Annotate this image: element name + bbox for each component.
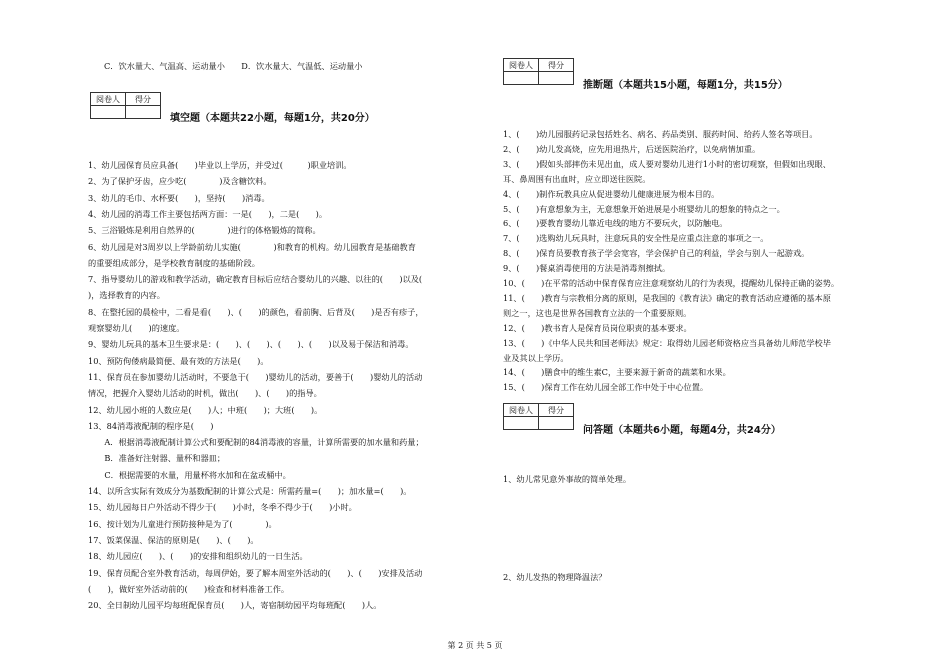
grader-header: 阅卷人 <box>91 93 126 106</box>
grader-header: 阅卷人 <box>504 404 539 417</box>
question-line: 6、幼儿园是对3周岁以上学龄前幼儿实施( )和教育的机构。幼儿园教育是基础教育 <box>88 241 416 252</box>
question-line: 5、三浴锻炼是利用自然界的( )进行的体格锻炼的简称。 <box>88 225 321 236</box>
question-line: 15、( )保育工作在幼儿园全部工作中处于中心位置。 <box>503 382 709 393</box>
question-line: 1、幼儿园保育员应具备( )毕业以上学历，并受过( )职业培训。 <box>88 160 352 170</box>
question-line: 1、( )幼儿园服药记录包括姓名、病名、药品类别、服药时间、给药人签名等项目。 <box>503 129 818 139</box>
question-line: 6、( )要教育婴幼儿靠近电线的地方不要玩火，以防触电。 <box>503 218 728 229</box>
question-line: 20、全日制幼儿园平均每班配保育员( )人，寄宿制幼园平均每班配( )人。 <box>88 600 382 611</box>
question-line: B．准备好注射器、量杯和器皿； <box>88 453 226 464</box>
question-line: 则之一，这也是世界各国教育立法的一个重要原则。 <box>503 307 692 318</box>
question-line: 7、( )选购幼儿玩具时，注意玩具的安全性是应重点注意的事项之一。 <box>503 233 769 244</box>
score-header: 得分 <box>539 59 574 72</box>
top-options-line: C．饮水量大、气温高、运动量小 D．饮水量大、气温低、运动量小 <box>104 61 363 71</box>
question-line: 13、( )《中华人民共和国老师法》规定：取得幼儿园老师资格应当具备幼儿师范学校毕 <box>503 337 831 348</box>
question-line: 14、( )膳食中的维生素C，主要来源于新奇的蔬菜和水果。 <box>503 367 731 378</box>
score-cell <box>126 106 161 119</box>
grader-cell <box>91 106 126 119</box>
question-line: 10、( )在平常的活动中保育保育应注意观察幼儿的行为表现，提醒幼儿保持正确的姿势。 <box>503 278 840 288</box>
section-title-fill-blank: 填空题（本题共22小题，每题1分，共20分） <box>170 113 375 124</box>
question-line: 8、在整托园的晨检中，二看是看( )、( )的颜色，看前胸、后背及( )是否有疹子， <box>88 306 424 317</box>
grader-header: 阅卷人 <box>504 59 539 72</box>
score-header: 得分 <box>539 404 574 417</box>
question-line: 的重要组成部分，是学校教育制度的基础阶段。 <box>88 257 260 268</box>
section-title-judgement: 推断题（本题共15小题，每题1分，共15分） <box>583 80 788 91</box>
question-line: C．根据需要的水量，用量杯将水加和在盆或桶中。 <box>88 469 291 480</box>
question-line: 11、保育员在参加婴幼儿活动时，不要急于( )婴幼儿的活动，要善于( )婴幼儿的活动 <box>88 371 423 382</box>
question-line: )，选择教育的内容。 <box>88 290 165 301</box>
question-line: 情况，把握介入婴幼儿活动的时机，做出( )、( )的指导。 <box>88 388 322 399</box>
question-line: 19、保育员配合室外教育活动，每周伊始，要了解本周室外活动的( )、( )安排及活动 <box>88 567 423 578</box>
question-line: 10、预防佝偻病最简便、最有效的方法是( )。 <box>88 355 269 366</box>
page-footer: 第 2 页 共 5 页 <box>447 641 503 650</box>
qa-question-2: 2、幼儿发热的物理降温法？ <box>503 572 607 582</box>
question-line: 业及其以上学历。 <box>503 352 569 363</box>
question-line: 9、婴幼儿玩具的基本卫生要求是：( )、( )、( )、( )以及易于保洁和消毒。 <box>88 339 414 350</box>
question-line: 12、幼儿园小班的人数应是( )人；中班( )；大班( )。 <box>88 404 323 415</box>
question-line: 11、( )教育与宗教相分离的原则，是我国的《教育法》确定的教育活动应遵循的基本原 <box>503 292 831 303</box>
question-line: 4、( )制作玩教具应从促进婴幼儿健康进展为根本目的。 <box>503 188 720 199</box>
question-line: 17、饭菜保温、保洁的原则是( )、( )。 <box>88 534 259 545</box>
question-line: 观察婴幼儿( )的速度。 <box>88 323 185 333</box>
question-line: 14、以所含实际有效成分为基数配制的计算公式是：所需药量=( )；加水量=( )。 <box>88 486 412 496</box>
question-line: 13、84消毒液配制的程序是( ) <box>88 420 214 431</box>
grader-cell <box>504 417 539 430</box>
question-line: 2、为了保护牙齿，应少吃( )及含糖饮料。 <box>88 176 272 187</box>
section-title-qa: 问答题（本题共6小题，每题4分，共24分） <box>583 425 781 436</box>
score-table-qa <box>503 403 574 430</box>
score-header: 得分 <box>126 93 161 106</box>
question-line: A．根据消毒液配制计算公式和要配制的84消毒液的容量，计算所需要的加水量和药量； <box>88 437 424 448</box>
question-line: 3、( )假如头部摔伤未见出血，成人要对婴幼儿进行1小时的密切观察，但假如出现眼、 <box>503 158 831 169</box>
score-cell <box>539 417 574 430</box>
score-table-fill <box>90 92 161 119</box>
qa-question-1: 1、幼儿常见意外事故的简单处理。 <box>503 474 632 484</box>
score-cell <box>539 72 574 85</box>
question-line: 9、( )餐桌消毒使用的方法是消毒剂擦拭。 <box>503 263 671 274</box>
grader-cell <box>504 72 539 85</box>
question-line: 5、( )有意想象为主，无意想象开始进展是小班婴幼儿的想象的特点之一。 <box>503 203 785 214</box>
question-line: ( )，做好室外活动前的( )检查和材料准备工作。 <box>88 583 290 594</box>
question-line: 7、指导婴幼儿的游戏和教学活动，确定教育目标后应结合婴幼儿的兴趣、以往的( )以及( <box>88 274 423 285</box>
question-line: 2、( )幼儿发高烧，应先用退热片，后送医院治疗，以免病情加重。 <box>503 143 761 154</box>
question-line: 4、幼儿园的消毒工作主要包括两方面：一是( )，二是( )。 <box>88 208 328 219</box>
question-line: 耳、鼻周围有出血时，应立即送往医院。 <box>503 173 651 184</box>
question-line: 12、( )教书育人是保育员岗位职责的基本要求。 <box>503 322 692 333</box>
question-line: 15、幼儿园每日户外活动不得少于( )小时，冬季不得少于( )小时。 <box>88 502 357 513</box>
question-line: 18、幼儿园应( )、( )的安排和组织幼儿的一日生活。 <box>88 551 308 562</box>
question-line: 16、按计划为儿童进行预防接种是为了( )。 <box>88 518 277 529</box>
question-line: 3、幼儿的毛巾、水杯要( )，坚持( )消毒。 <box>88 192 270 203</box>
question-line: 8、( )保育员要教育孩子学会宽容，学会保护自己的利益，学会与别人一起游戏。 <box>503 248 810 259</box>
score-table-judgement <box>503 58 574 85</box>
